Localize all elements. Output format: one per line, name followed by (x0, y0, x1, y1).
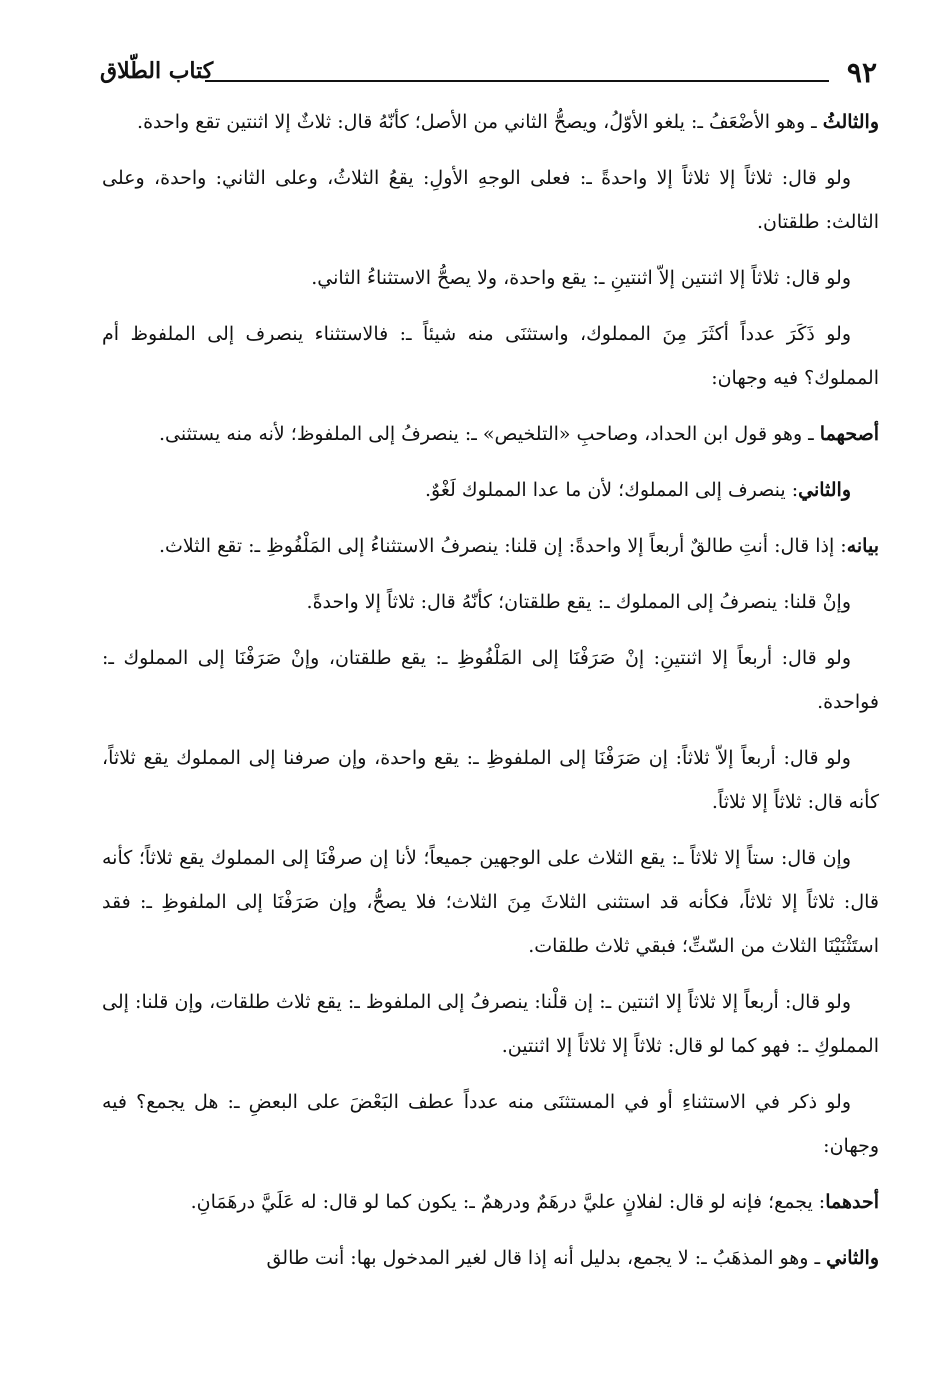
paragraph-6 (102, 468, 879, 512)
paragraph-lead: أصحهما (819, 423, 879, 445)
page-number: ٩٢ (846, 56, 877, 89)
paragraph-text: ولو قال: أربعاً إلا ثلاثاً إلا اثنتين ـ: إن قلْنا: ينصرفُ إلى الملفوظ ـ: يقع ثلاث طلقات، وإن قلنا: إلى المملوكِ ـ: فهو كما لو قال: ثلاثاً إلا ثلاثاً إلا اثنتين. (102, 991, 879, 1057)
paragraph-text: ولو ذكر في الاستثناءِ أو في المستثنَى منه عدداً عطف البَعْضَ على البعضِ ـ: هل يجمع؟ فيه وجهان: (102, 1091, 879, 1157)
paragraph-text: ـ وهو المذهَبُ ـ: لا يجمع، بدليل أنه إذا قال لغير المدخول بها: أنت طالق (266, 1247, 827, 1269)
paragraph-text: : ينصرف إلى المملوك؛ لأن ما عدا المملوك لَغْوٌ. (425, 479, 799, 501)
paragraph-3 (102, 256, 879, 300)
paragraph-lead: بيانه (846, 535, 879, 557)
paragraph-lead: أحدهما (825, 1191, 879, 1213)
paragraph-7 (102, 524, 879, 568)
header-rule (205, 80, 829, 82)
paragraph-lead: والثالثُ (822, 111, 879, 133)
paragraph-2 (102, 156, 879, 244)
paragraph-10 (102, 736, 879, 824)
paragraph-lead: والثاني (798, 479, 851, 501)
paragraph-8 (102, 580, 879, 624)
paragraph-text: ـ وهو الأضْعَفُ ـ: يلغو الأوّلُ، ويصحُّ الثاني من الأصل؛ كأنّهُ قال: ثلاثٌ إلا اثنتين تقع واحدة. (137, 111, 823, 133)
paragraph-14 (102, 1180, 879, 1224)
paragraph-text: ـ وهو قول ابن الحداد، وصاحبِ «التلخيص» ـ: ينصرفُ إلى الملفوظ؛ لأنه منه يستثنى. (158, 423, 820, 445)
paragraph-text: ولو قال: ثلاثاً إلا ثلاثاً إلا واحدةً ـ: فعلى الوجهِ الأولِ: يقعُ الثلاثُ، وعلى الثاني: واحدة، وعلى الثالث: طلقتان. (102, 167, 879, 233)
page-header (100, 52, 877, 92)
paragraph-lead: والثاني (826, 1247, 879, 1269)
paragraph-5 (102, 412, 879, 456)
paragraph-15 (102, 1236, 879, 1280)
paragraph-text: ولو قال: أربعاً إلاّ ثلاثاً: إن صَرَفْنَا إلى الملفوظِ ـ: يقع واحدة، وإن صرفنا إلى المملوك يقع ثلاثاً، كأنه قال: ثلاثاً إلا ثلاثاً. (102, 747, 879, 813)
paragraph-text: ولو قال: أربعاً إلا اثنتينِ: إنْ صَرَفْنَا إلى المَلْفُوظِ ـ: يقع طلقتان، وإنْ صَرَفْنَا إلى المملوك ـ: فواحدة. (102, 647, 879, 713)
paragraph-9 (102, 636, 879, 724)
page-body (102, 100, 879, 1292)
paragraph-text: ولو قال: ثلاثاً إلا اثنتين إلاّ اثنتينِ ـ: يقع واحدة، ولا يصحُّ الاستثناءُ الثاني. (311, 267, 851, 289)
paragraph-4 (102, 312, 879, 400)
paragraph-text: : يجمع؛ فإنه لو قال: لفلانٍ عليَّ درهَمٌ ودرهمٌ ـ: يكون كما لو قال: له عَلَيَّ درهَمَانِ. (190, 1191, 826, 1213)
paragraph-1 (102, 100, 879, 144)
paragraph-text: وإن قال: ستاً إلا ثلاثاً ـ: يقع الثلاث على الوجهين جميعاً؛ لأنا إن صرفْنَا إلى المملوك يقع ثلاثاً؛ كأنه قال: ثلاثاً إلا ثلاثاً، فكأنه قد استثنى الثلاثَ مِنَ الثلاث؛ فلا يصحُّ، وإن صَرَفْنَا إلى الملفوظِ ـ: فقد استَثْنَيْنَا الثلاث من السّتِّ؛ فبقي ثلاث طلقات. (102, 847, 879, 957)
paragraph-text: ولو ذَكَرَ عدداً أكثَرَ مِنَ المملوك، واستثنَى منه شيئاً ـ: فالاستثناء ينصرف إلى الملفوظ أم المملوك؟ فيه وجهان: (102, 323, 879, 389)
paragraph-13 (102, 1080, 879, 1168)
paragraph-text: : إذا قال: أنتِ طالقٌ أربعاً إلا واحدةً: إن قلنا: ينصرفُ الاستثناءُ إلى المَلْفُوظِ ـ: تقع الثلاث. (159, 535, 847, 557)
running-title: كتاب الطّلاق (100, 58, 214, 84)
paragraph-11 (102, 836, 879, 968)
paragraph-12 (102, 980, 879, 1068)
paragraph-text: وإنْ قلنا: ينصرفُ إلى المملوك ـ: يقع طلقتان؛ كأنّهُ قال: ثلاثاً إلا واحدةً. (306, 591, 851, 613)
